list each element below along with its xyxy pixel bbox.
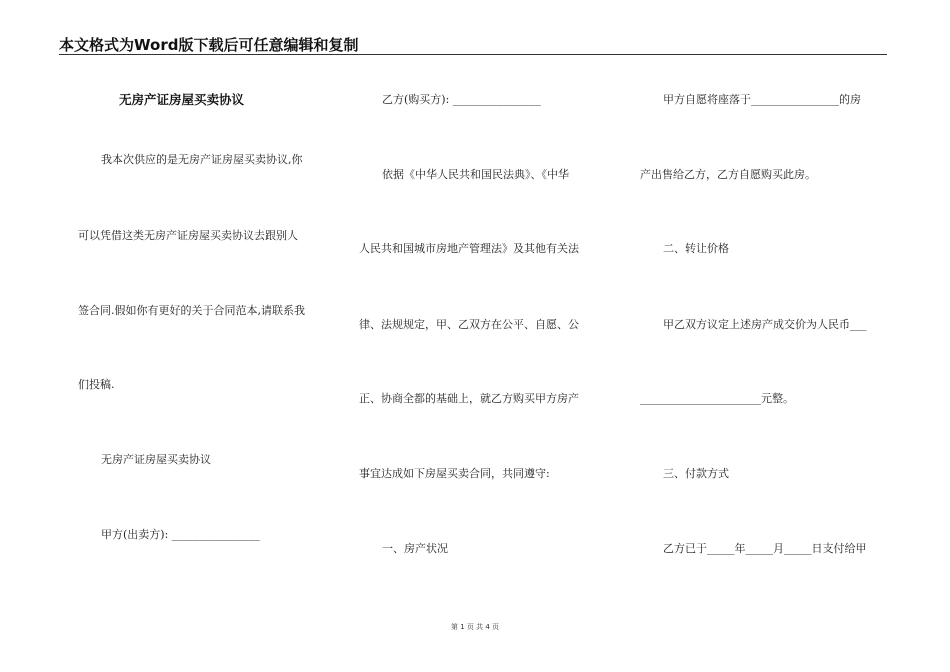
party-b-line: 乙方(购买方): ________________ bbox=[382, 93, 541, 106]
paragraph-line: 正、协商全都的基础上，就乙方购买甲方房产 bbox=[359, 392, 579, 405]
paragraph-line: 产出售给乙方，乙方自愿购买此房。 bbox=[640, 168, 816, 181]
header-text: 本文格式为Word版下载后可任意编辑和复制 bbox=[59, 36, 359, 54]
page-number: 第 1 页 共 4 页 bbox=[450, 623, 500, 631]
paragraph-line: ______________________元整。 bbox=[640, 392, 794, 405]
paragraph-line: 们投稿. bbox=[78, 378, 115, 391]
paragraph-line: 甲方自愿将座落于________________的房 bbox=[663, 93, 861, 106]
section-heading: 无房产证房屋买卖协议 bbox=[101, 453, 211, 466]
paragraph-line: 律、法规规定，甲、乙双方在公平、自愿、公 bbox=[359, 318, 579, 331]
document-header bbox=[59, 34, 887, 55]
party-a-line: 甲方(出卖方): ________________ bbox=[101, 528, 260, 541]
section-heading: 三、付款方式 bbox=[663, 467, 729, 480]
paragraph-line: 我本次供应的是无房产证房屋买卖协议,你 bbox=[101, 153, 303, 166]
section-heading: 一、房产状况 bbox=[382, 542, 448, 555]
paragraph-line: 签合同.假如你有更好的关于合同范本,请联系我 bbox=[78, 304, 305, 317]
section-heading: 二、转让价格 bbox=[663, 242, 729, 255]
paragraph-line: 事宜达成如下房屋买卖合同，共同遵守: bbox=[359, 467, 550, 480]
paragraph-line: 依据《中华人民共和国民法典》、《中华 bbox=[382, 168, 569, 181]
document-title: 无房产证房屋买卖协议 bbox=[119, 92, 245, 107]
paragraph-line: 可以凭借这类无房产证房屋买卖协议去跟别人 bbox=[78, 229, 298, 242]
paragraph-line: 乙方已于_____年_____月_____日支付给甲 bbox=[663, 542, 867, 555]
paragraph-line: 甲乙双方议定上述房产成交价为人民币___ bbox=[663, 318, 867, 331]
paragraph-line: 人民共和国城市房地产管理法》及其他有关法 bbox=[359, 242, 579, 255]
